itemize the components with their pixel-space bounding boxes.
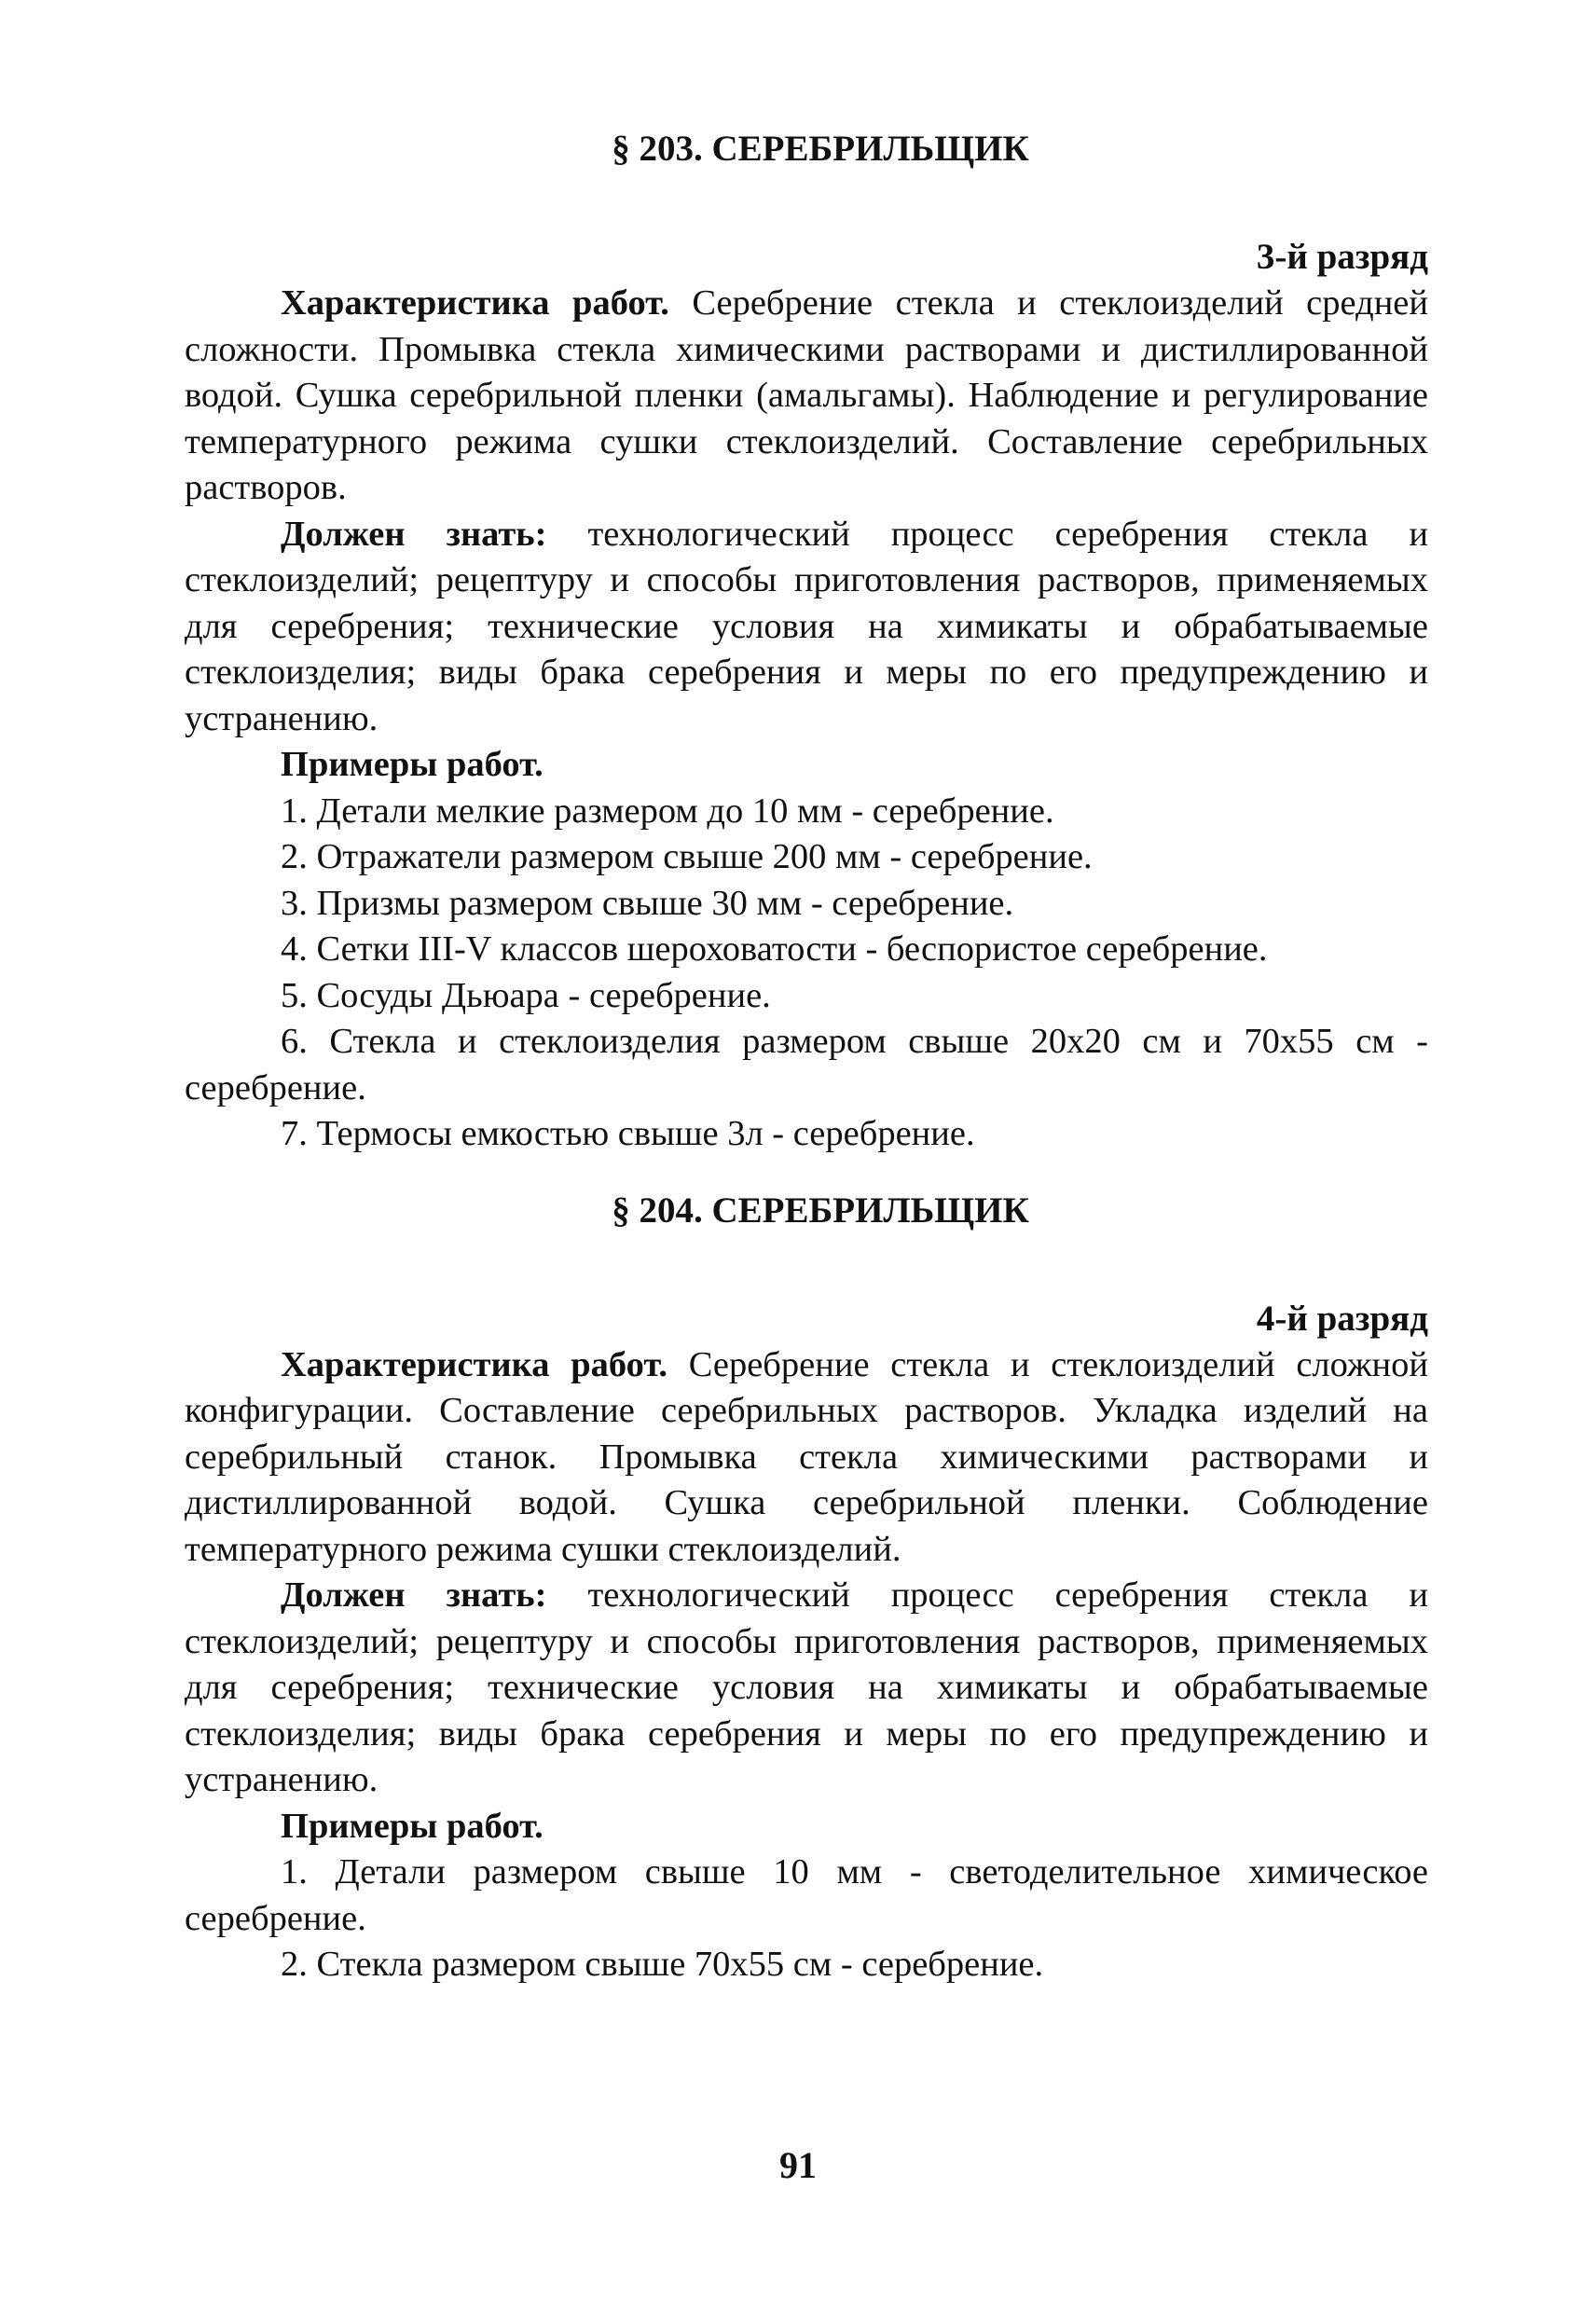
characteristic-paragraph: [185, 1342, 1428, 1574]
examples-heading: Примеры работ.: [281, 1806, 543, 1846]
knowledge-paragraph: [185, 1573, 1428, 1804]
example-item: 7. Термосы емкостью свыше 3л - серебрение.: [281, 1114, 975, 1153]
grade-label: 4-й разряд: [1256, 1298, 1428, 1339]
characteristic-label: Характеристика работ.: [281, 1344, 668, 1384]
page-number: 91: [779, 2144, 817, 2186]
characteristic-text: Серебрение стекла и стеклоизделий сложной конфигурации. Составление серебрильных растворов. Укладка изделий на серебрильный станок. Промывка стекла химическими растворами и дистиллированной водой. Сушка серебрильной пленки. Соблюдение температурного режима сушки стеклоизделий.: [185, 1344, 1428, 1569]
characteristic-label: Характеристика работ.: [281, 283, 669, 323]
knowledge-label: Должен знать:: [281, 1575, 547, 1615]
example-item: 1. Детали размером свыше 10 мм - светоделительное химическое серебрение.: [185, 1852, 1428, 1938]
example-item: 5. Сосуды Дьюара - серебрение.: [281, 975, 771, 1015]
example-item: 2. Стекла размером свыше 70x55 см - серебрение.: [281, 1945, 1044, 1984]
example-item: 4. Сетки III-V классов шероховатости - беспористое серебрение.: [281, 929, 1268, 969]
knowledge-text: технологический процесс серебрения стекла и стеклоизделий; рецептуру и способы приготовления растворов, применяемых для серебрения; технические условия на химикаты и обрабатываемые стеклоизделия; виды брака серебрения и меры по его предупреждению и устранению.: [185, 1575, 1428, 1799]
section-203: [185, 126, 1428, 1158]
section-204: [185, 1188, 1428, 1988]
knowledge-paragraph: [185, 512, 1428, 743]
examples-heading: Примеры работ.: [281, 745, 543, 784]
characteristic-paragraph: [185, 281, 1428, 512]
example-item: 2. Отражатели размером свыше 200 мм - серебрение.: [281, 837, 1093, 876]
example-item: 6. Стекла и стеклоизделия размером свыше 20x20 см и 70x55 см - серебрение.: [185, 1022, 1428, 1107]
example-item: 1. Детали мелкие размером до 10 мм - серебрение.: [281, 791, 1054, 831]
example-item: 3. Призмы размером свыше 30 мм - серебрение.: [281, 883, 1014, 923]
knowledge-label: Должен знать:: [281, 514, 547, 554]
grade-label: 3-й разряд: [1256, 237, 1428, 277]
section-title: § 204. СЕРЕБРИЛЬЩИК: [612, 1190, 1029, 1231]
characteristic-text: Серебрение стекла и стеклоизделий средней сложности. Промывка стекла химическими растворами и дистиллированной водой. Сушка серебрильной пленки (амальгамы). Наблюдение и регулирование температурного режима сушки стеклоизделий. Составление серебрильных растворов.: [185, 283, 1428, 507]
section-title: § 203. СЕРЕБРИЛЬЩИК: [612, 129, 1029, 169]
page-content: [185, 126, 1428, 1988]
knowledge-text: технологический процесс серебрения стекла и стеклоизделий; рецептуру и способы приготовления растворов, применяемых для серебрения; технические условия на химикаты и обрабатываемые стеклоизделия; виды брака серебрения и меры по его предупреждению и устранению.: [185, 514, 1428, 738]
